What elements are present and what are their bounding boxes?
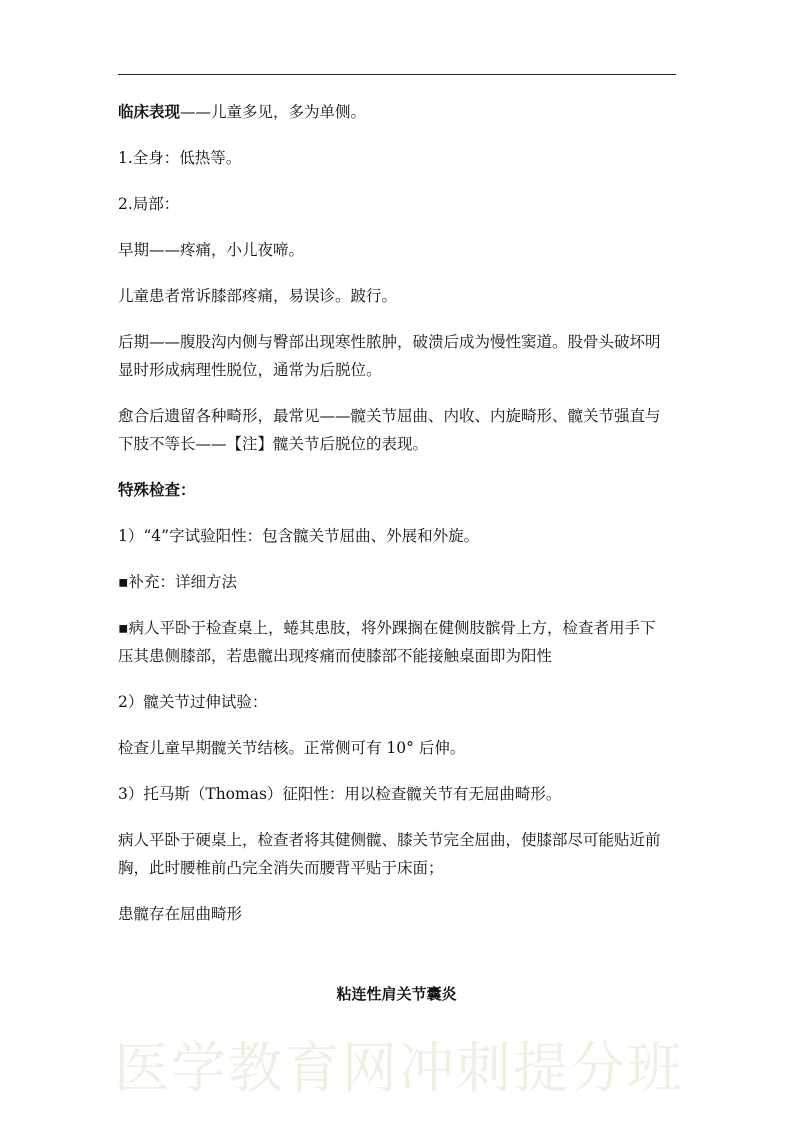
heading-bold: 特殊检查： bbox=[118, 481, 196, 499]
paragraph: 1.全身：低热等。 bbox=[118, 149, 242, 167]
line: 压其患侧膝部，若患髋出现疼痛而使膝部不能接触桌面即为阳性 bbox=[118, 647, 553, 665]
paragraph: 2.局部： bbox=[118, 195, 180, 213]
heading-rest: ——儿童多见，多为单侧。 bbox=[180, 103, 367, 121]
heading-bold: 临床表现 bbox=[118, 103, 181, 121]
paragraph: 早期——疼痛，小儿夜啼。 bbox=[118, 241, 305, 259]
line: ▪病人平卧于检查桌上，蜷其患肢，将外踝搁在健侧肢髌骨上方，检查者用手下 bbox=[118, 619, 656, 637]
watermark: 医学教育网冲刺提分班 bbox=[114, 1036, 685, 1100]
paragraph: 1）“4”字试验阳性：包含髋关节屈曲、外展和外旋。 bbox=[118, 527, 480, 545]
paragraph: 3）托马斯（Thomas）征阳性：用以检查髋关节有无屈曲畸形。 bbox=[118, 785, 562, 803]
paragraph: 儿童患者常诉膝部疼痛，易误诊。跛行。 bbox=[118, 287, 398, 305]
line: 病人平卧于硬桌上，检查者将其健侧髋、膝关节完全屈曲，使膝部尽可能贴近前 bbox=[118, 831, 661, 849]
paragraph: 患髋存在屈曲畸形 bbox=[118, 905, 243, 923]
paragraph bbox=[118, 402, 698, 458]
paragraph: ▪补充：详细方法 bbox=[118, 573, 238, 591]
heading-clinical bbox=[118, 98, 698, 126]
paragraph bbox=[118, 826, 698, 882]
paragraph: 2）髋关节过伸试验： bbox=[118, 693, 268, 711]
paragraph bbox=[118, 614, 698, 670]
line: 下肢不等长——【注】髋关节后脱位的表现。 bbox=[118, 435, 429, 453]
heading-special-exam bbox=[118, 476, 698, 504]
paragraph bbox=[118, 328, 698, 384]
section-title: 粘连性肩关节囊炎 bbox=[336, 985, 457, 1003]
paragraph: 检查儿童早期髋关节结核。正常侧可有 10° 后伸。 bbox=[118, 739, 466, 757]
line: 愈合后遗留各种畸形，最常见——髋关节屈曲、内收、内旋畸形、髋关节强直与 bbox=[118, 407, 661, 425]
line: 显时形成病理性脱位，通常为后脱位。 bbox=[118, 361, 382, 379]
line: 后期——腹股沟内侧与臀部出现寒性脓肿，破溃后成为慢性窦道。股骨头破坏明 bbox=[118, 333, 661, 351]
header-rule bbox=[118, 74, 676, 75]
line: 胸，此时腰椎前凸完全消失而腰背平贴于床面； bbox=[118, 859, 444, 877]
